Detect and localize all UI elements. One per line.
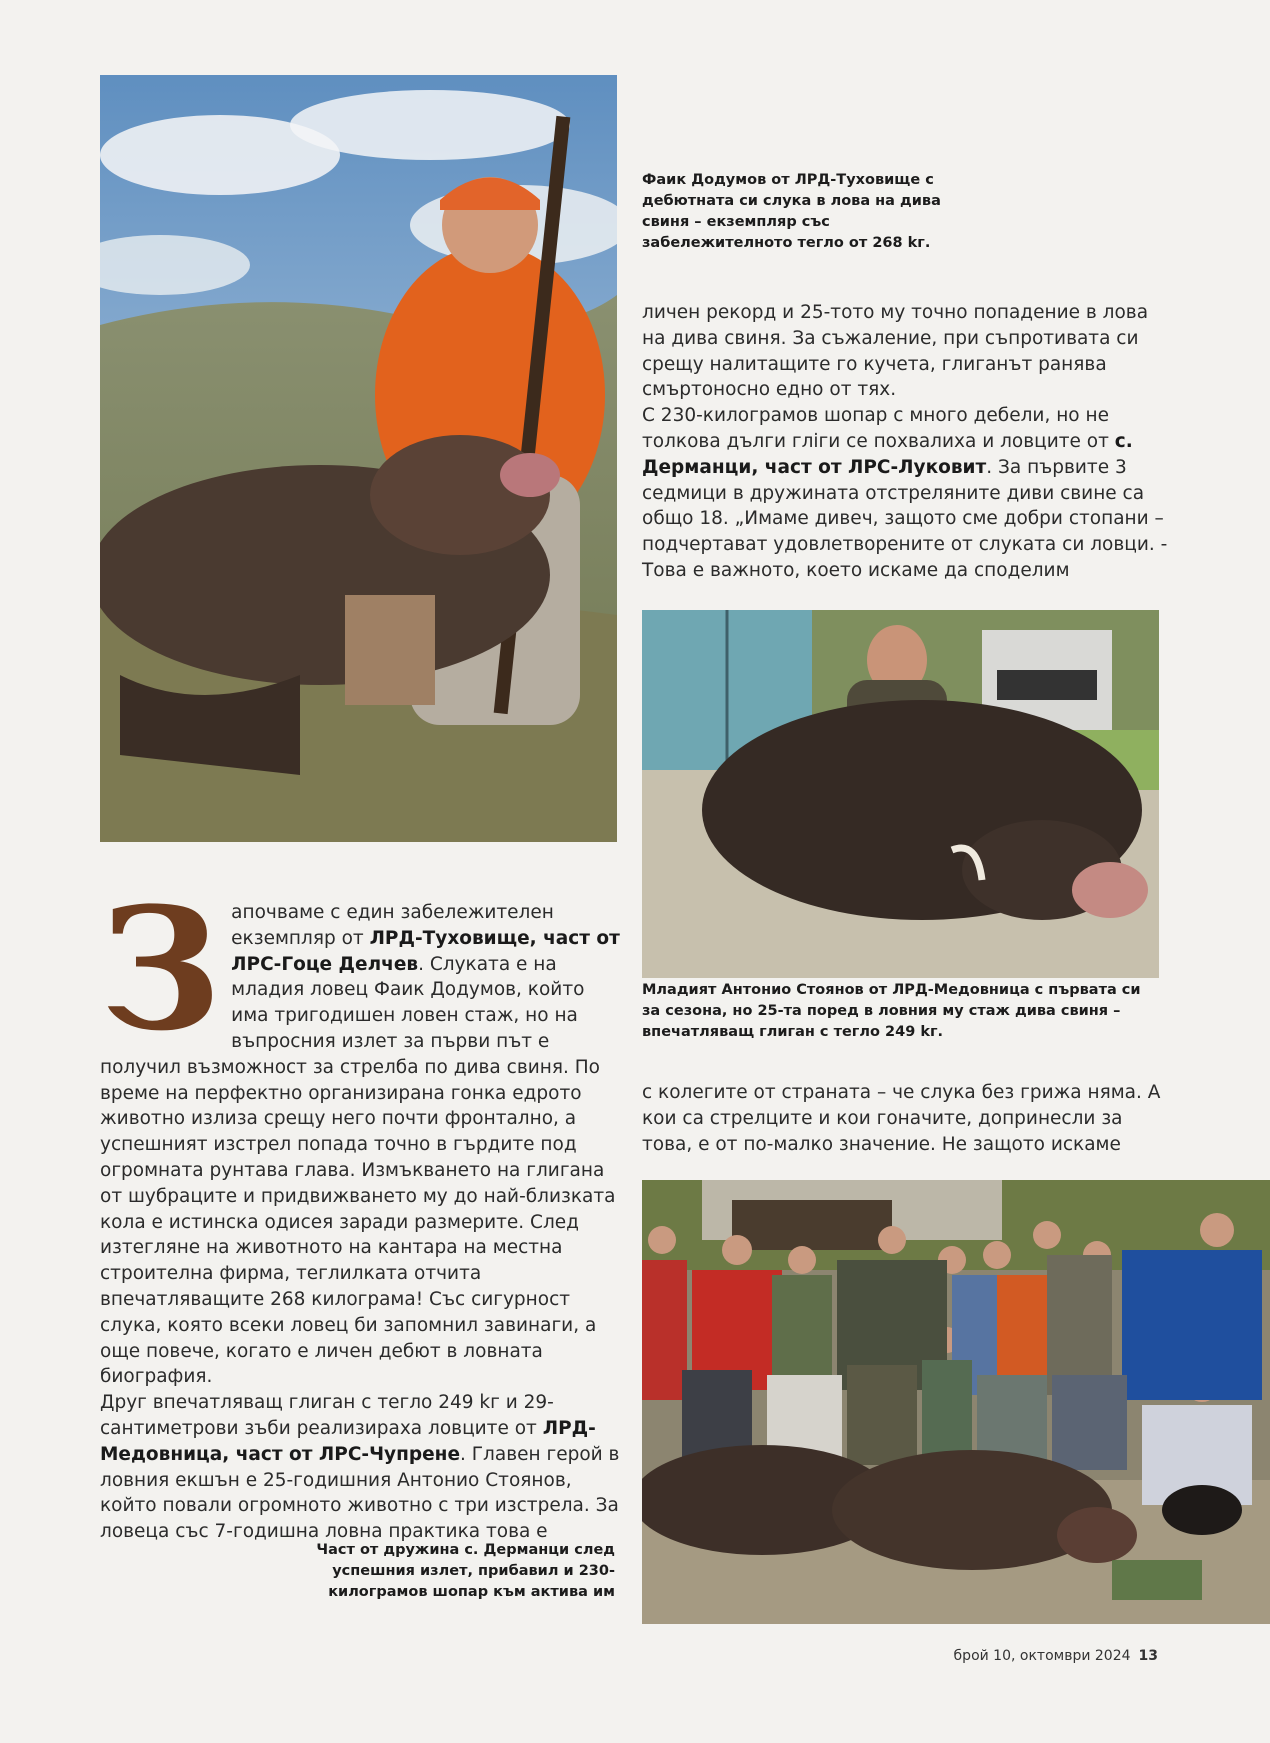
caption-bottom-left: Част от дружина с. Дерманци след успешния излет, прибавил и 230-килограмов шопар към актива им <box>316 1542 615 1600</box>
paragraph: Започваме с един забележителен екземпляр от ЛРД-Туховище, част от ЛРС-Гоце Делчев. Слуката е на младия ловец Фаик Додумов, който има тригодишен ловен стаж, но на въпросния излет за първи път е получил възможност за стрелба по дива свиня. По време на перфектно организирана гонка едрото животно излиза срещу него почти фронтално, а успешният изстрел попада точно в гърдите под огромната рунтава глава. Измъкването на глигана от шубраците и придвижването му до най-близката кола е истинска одисея заради размерите. След изтегляне на животното на кантара на местна строителна фирма, теглилката отчита впечатляващите 268 килограма! Със сигурност слука, която всеки ловец би запомнил завинаги, а още повече, когато е личен дебют в ловната биография. <box>100 870 620 1388</box>
paragraph: С 230-килограмов шопар с много дебели, но не толкова дълги гліги се похвалиха и ловците от с. Дерманци, част от ЛРС-Луковит. За първите 3 седмици в дружината отстреляните диви свине са общо 18. „Имаме дивеч, защото сме добри стопани – подчертават удовлетворените от слуката си ловци. - Това е важното, което искаме да споделим <box>642 405 1168 581</box>
photo-hunting-group <box>642 1180 1270 1624</box>
photo-hunter-with-boar <box>100 75 617 842</box>
article-right-top <box>642 300 1170 584</box>
photo-young-hunter-boar <box>642 610 1159 978</box>
issue-label: брой 10, октомври 2024 <box>953 1648 1131 1664</box>
paragraph: Друг впечатляващ глиган с тегло 249 kг и 29-сантиметрови зъби реализираха ловците от ЛРД-Медовница, част от ЛРС-Чупрене. Главен герой в ловния екшън е 25-годишния Антонио Стоянов, който повали огромното животно с три изстрела. За ловеца със 7-годишна ловна практика това е <box>100 1392 620 1543</box>
caption-top-right: Фаик Додумов от ЛРД-Туховище с дебютната си слука в лова на дива свиня – екземпляр със забележителното тегло от 268 kг. <box>642 172 941 251</box>
dropcap-letter: З <box>100 870 222 1068</box>
page-footer <box>954 1648 1158 1664</box>
caption-middle-right: Младият Антонио Стоянов от ЛРД-Медовница с първата си за сезона, но 25-та поред в ловния му стаж дива свиня – впечатляващ глиган с тегло 249 kг. <box>642 982 1141 1040</box>
article-right-middle <box>642 1080 1170 1157</box>
page-number: 13 <box>1138 1648 1158 1664</box>
paragraph: личен рекорд и 25-тото му точно попадение в лова на дива свиня. За съжаление, при съпротивата си срещу налитащите го кучета, глиганът ранява смъртоносно едно от тях. <box>642 302 1149 401</box>
article-left <box>100 870 620 1545</box>
paragraph: с колегите от страната – че слука без грижа няма. А кои са стрелците и кои гоначите, допринесли за това, е от по-малко значение. Не защото искаме <box>642 1082 1161 1155</box>
